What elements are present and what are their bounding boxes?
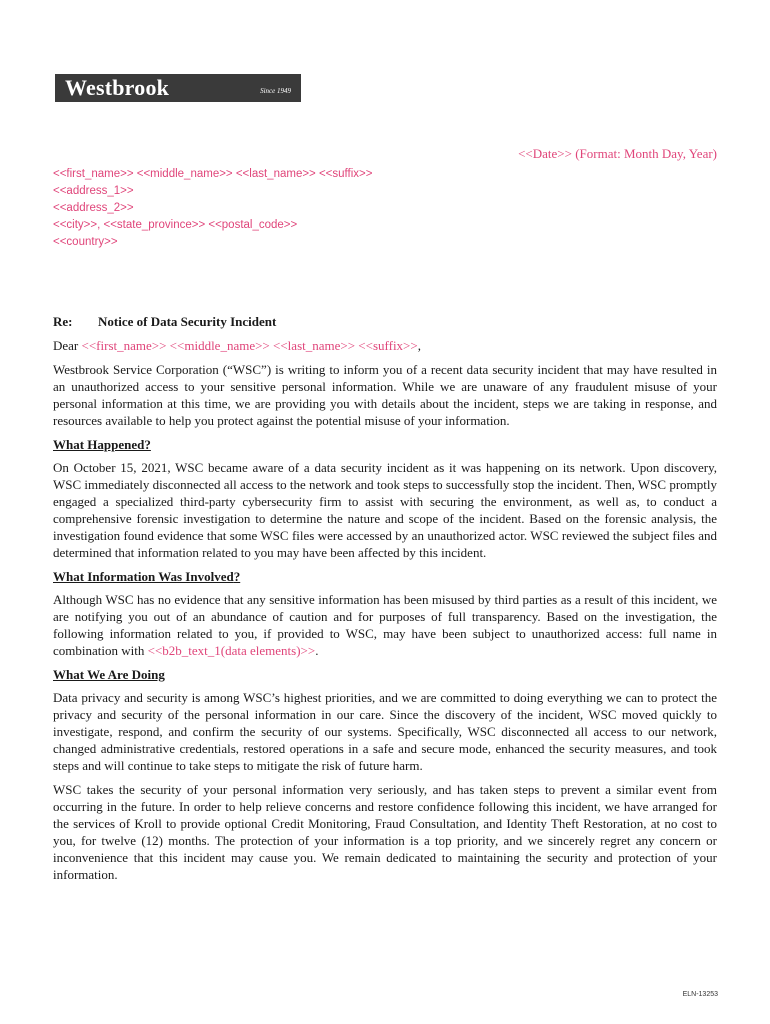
info-involved-end: . [315, 643, 319, 658]
footer-code: ELN-13253 [682, 991, 718, 998]
subject-line [53, 313, 717, 330]
heading-info-involved [53, 568, 717, 585]
heading-info-involved-suffix: ? [233, 569, 241, 584]
heading-what-we-do: What We Are Doing [53, 667, 165, 682]
address-line-1: <<address_1>> [53, 185, 134, 197]
subject-label: Re: [53, 314, 73, 329]
info-involved-text: Although WSC has no evidence that any sensitive information has been misused by third parties as a result of this incident, we are notifying you out of an abundance of caution and for purposes of full transparency. Based on the investigation, the following information related to you, if provided to WSC, may have been subject to unauthorized access: full name in combination with [53, 592, 717, 658]
address-line-2: <<address_2>> [53, 202, 134, 214]
salutation-name: <<first_name>> <<middle_name>> <<last_name>> <<suffix>> [81, 338, 418, 353]
address-line-name: <<first_name>> <<middle_name>> <<last_name>> <<suffix>> [53, 168, 373, 180]
what-we-do-paragraph-2: WSC takes the security of your personal information very seriously, and has taken steps to prevent a similar event from occurring in the future. In order to help relieve concerns and restore confidence following this incident, we have arranged for the services of Kroll to provide optional Credit Monitoring, Fraud Consultation, and Identity Theft Restoration, at no cost to you, for twelve (12) months. The protection of your information is a top priority, and we sincerely regret any concern or inconvenience that this incident may cause you. We remain dedicated to maintaining the security and protection of your information. [53, 782, 717, 882]
letter-body [53, 313, 717, 890]
info-involved-paragraph [53, 591, 717, 659]
logo-name: Westbrook [65, 75, 170, 100]
subject-text: Notice of Data Security Incident [98, 314, 277, 329]
what-happened-paragraph: On October 15, 2021, WSC became aware of a data security incident as it was happening on its network. Upon discovery, WSC immediately disconnected all access to the network and took steps to successfully stop the incident. Then, WSC promptly engaged a specialized third-party cybersecurity firm to assist with securing the environment, as well as, to conduct a comprehensive forensic investigation to determine the nature and scope of the incident. Based on the forensic analysis, the investigation found evidence that some WSC files were accessed by an unauthorized actor. WSC reviewed the subject files and determined that information related to you may have been affected by this incident. [53, 460, 717, 560]
what-we-do-paragraph-1: Data privacy and security is among WSC’s highest priorities, and we are committed to doing everything we can to protect the privacy and security of the personal information in our care. Since the discovery of the incident, WSC moved quickly to investigate, respond, and confirm the security of our systems. Specifically, WSC disconnected all access to our network, changed administrative credentials, restored operations in a safe and secure mode, enhanced the security measures, and took steps and will continue to take steps to mitigate the risk of future harm. [53, 690, 717, 773]
intro-paragraph: Westbrook Service Corporation (“WSC”) is writing to inform you of a recent data security incident that may have resulted in an unauthorized access to your sensitive personal information. While we are unaware of any fraudulent misuse of your personal information at this time, we are providing you with details about the incident, steps we are taking in response, and resources available to help you protect against the potential misuse of your information. [53, 362, 717, 428]
address-line-city: <<city>>, <<state_province>> <<postal_code>> [53, 219, 298, 231]
heading-info-involved-text: What Information Was Involved [53, 569, 234, 584]
recipient-address [53, 166, 372, 251]
heading-what-happened: What Happened? [53, 437, 151, 452]
company-logo [55, 74, 301, 102]
date-line: <<Date>> (Format: Month Day, Year) [518, 146, 717, 161]
salutation-prefix: Dear [53, 338, 82, 353]
salutation-suffix: , [417, 338, 421, 353]
address-line-country: <<country>> [53, 236, 118, 248]
salutation [53, 337, 717, 354]
logo-since: Since 1949 [260, 87, 291, 95]
info-involved-merge-field: <<b2b_text_1(data elements)>> [147, 643, 316, 658]
